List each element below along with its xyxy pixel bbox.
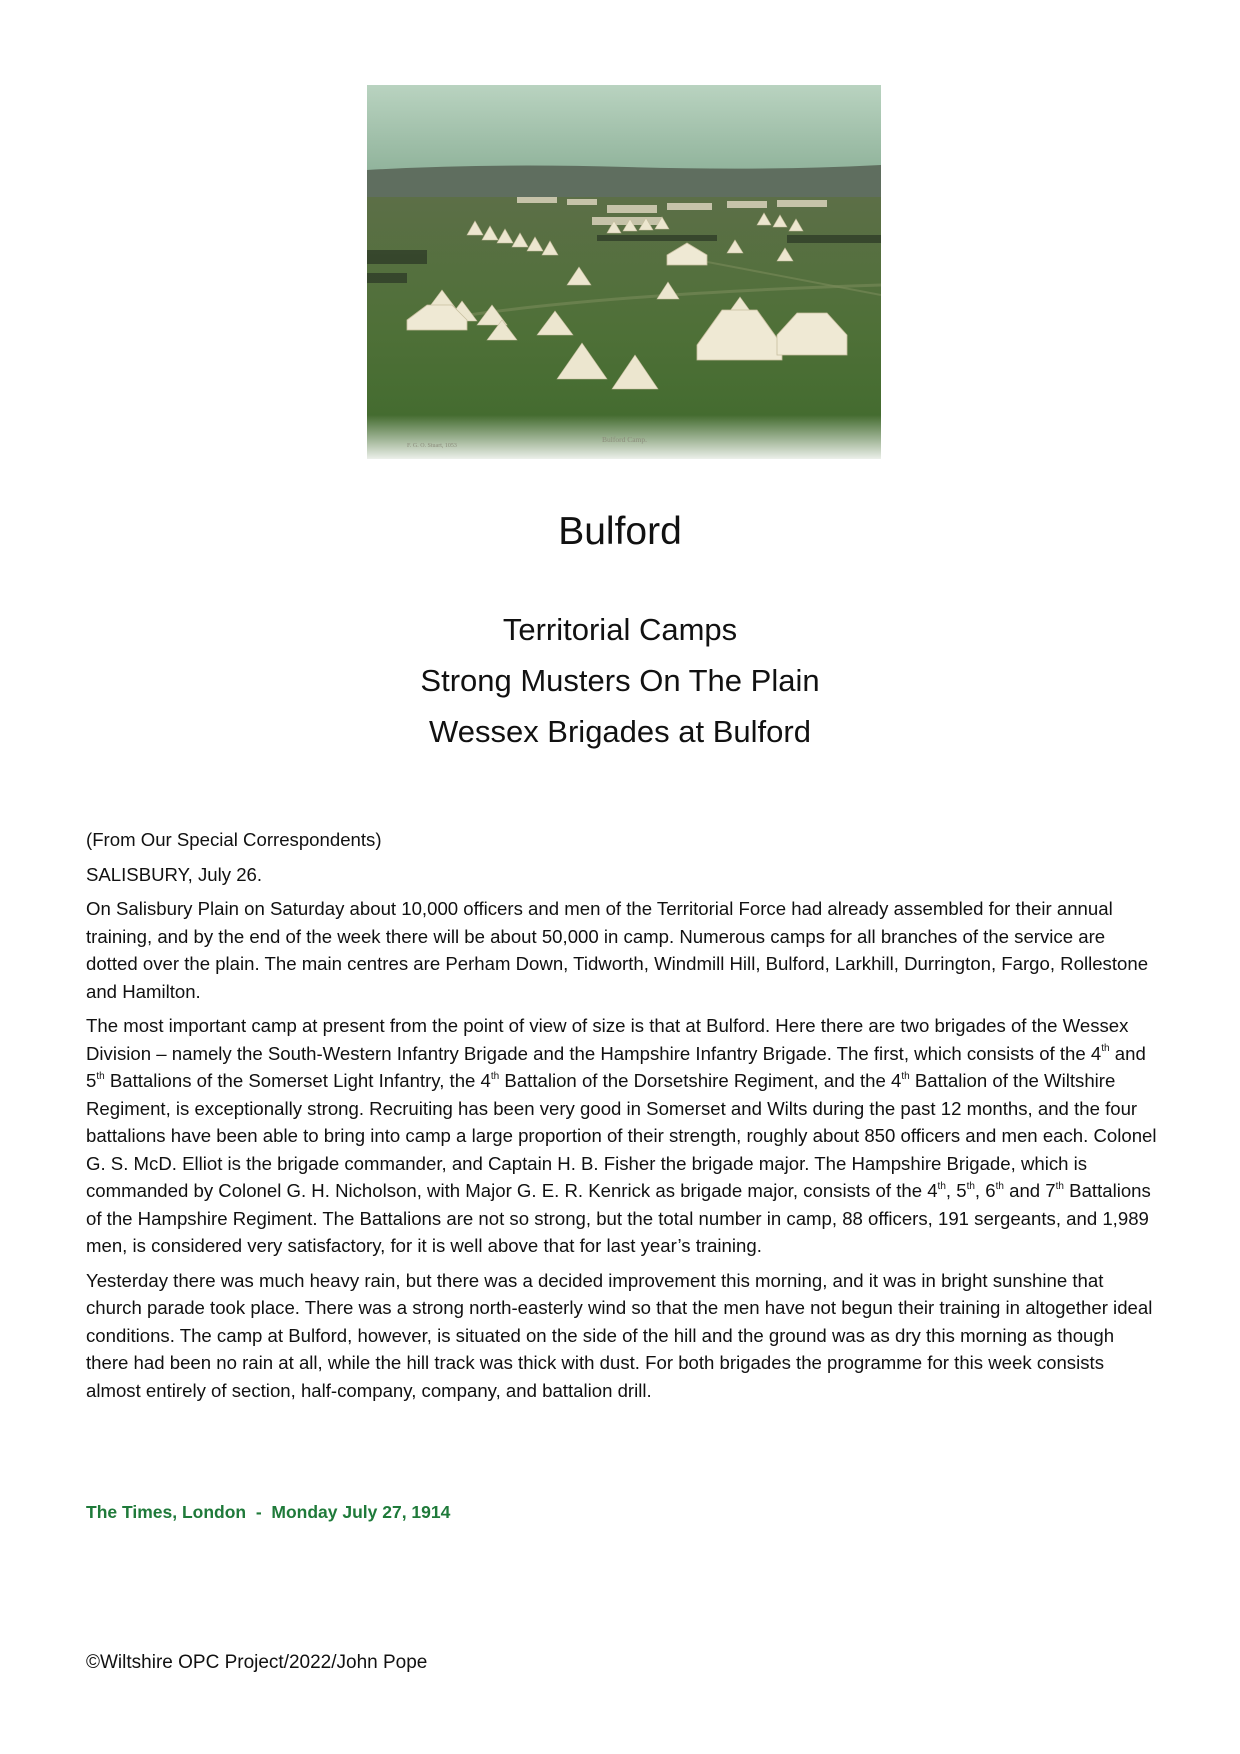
p2-text: Battalion of the Wiltshire Regiment, is exceptionally strong. Recruiting has been very good in Somerset and Wilts during the past 12 months, and the four battalions have been able to bring into camp a large proportion of their strength, roughly about 850 officers and men each. Colonel G. S. McD. Elliot is the brigade commander, and Captain H. B. Fisher the brigade major. The Hampshire Brigade, which is commanded by Colonel G. H. Nicholson, with Major G. E. R. Kenrick as brigade major, consists of the 4: [86, 1070, 1157, 1201]
subtitle-block: [0, 604, 1240, 757]
article-body: [86, 826, 1158, 1411]
p2-text: Battalions of the Somerset Light Infantry, the 4: [104, 1070, 491, 1091]
p2-text: , 6: [974, 1180, 996, 1201]
article-dateline: SALISBURY, July 26.: [86, 863, 263, 885]
p2-text: The most important camp at present from the point of view of size is that at Bulford. Here there are two brigades of the Wessex Division – namely the South-Western Infantry Brigade and the Hampshire Infantry Brigade. The first, which consists of the 4: [86, 1015, 1129, 1064]
article-intro: (From Our Special Correspondents): [86, 829, 382, 850]
ordinal-suffix: th: [1101, 1043, 1110, 1055]
ordinal-suffix: th: [490, 1070, 500, 1082]
source-citation: The Times, London - Monday July 27, 1914: [86, 1502, 451, 1522]
ordinal-suffix: th: [1055, 1180, 1064, 1192]
article-paragraph-1: On Salisbury Plain on Saturday about 10,000 officers and men of the Territorial Force had already assembled for their annual training, and by the end of the week there will be about 50,000 in camp. Numerous camps for all branches of the service are dotted over the plain. The main centres are Perham Down, Tidworth, Windmill Hill, Bulford, Larkhill, Durrington, Fargo, Rollestone and Hamilton.: [86, 898, 1149, 1002]
p2-text: and 5: [86, 1042, 1146, 1091]
publisher-caption: F. G. O. Stuart, 1053: [407, 443, 457, 449]
article-paragraph-2: [86, 1012, 1158, 1260]
bulford-camp-postcard-image: [367, 85, 881, 459]
ordinal-suffix: th: [96, 1070, 105, 1082]
ordinal-suffix: th: [995, 1180, 1004, 1192]
copyright-notice: ©Wiltshire OPC Project/2022/John Pope: [86, 1652, 428, 1673]
subtitle-3: Wessex Brigades at Bulford: [429, 714, 811, 749]
page-title: Bulford: [558, 510, 682, 553]
p2-text: Battalions of the Hampshire Regiment. The Battalions are not so strong, but the total number in camp, 88 officers, 191 sergeants, and 1,989 men, is considered very satisfactory, for it is well above that for last year’s training.: [86, 1180, 1151, 1256]
p2-text: Battalion of the Dorsetshire Regiment, and the 4: [499, 1070, 902, 1091]
subtitle-1: Territorial Camps: [502, 612, 738, 647]
subtitle-2: Strong Musters On The Plain: [420, 663, 820, 698]
p2-text: , 5: [945, 1180, 967, 1201]
p2-text: and 7: [1003, 1180, 1056, 1201]
ordinal-suffix: th: [937, 1180, 946, 1192]
article-paragraph-3: Yesterday there was much heavy rain, but there was a decided improvement this morning, and it was in bright sunshine that church parade took place. There was a strong north-easterly wind so that the men have not begun their training in altogether ideal conditions. The camp at Bulford, however, is situated on the side of the hill and the ground was as dry this morning as though there had been no rain at all, while the hill track was thick with dust. For both brigades the programme for this week consists almost entirely of section, half-company, company, and battalion drill.: [86, 1269, 1153, 1401]
ordinal-suffix: th: [966, 1180, 975, 1192]
ordinal-suffix: th: [901, 1070, 910, 1082]
photo-caption: Bulford Camp.: [602, 435, 647, 444]
